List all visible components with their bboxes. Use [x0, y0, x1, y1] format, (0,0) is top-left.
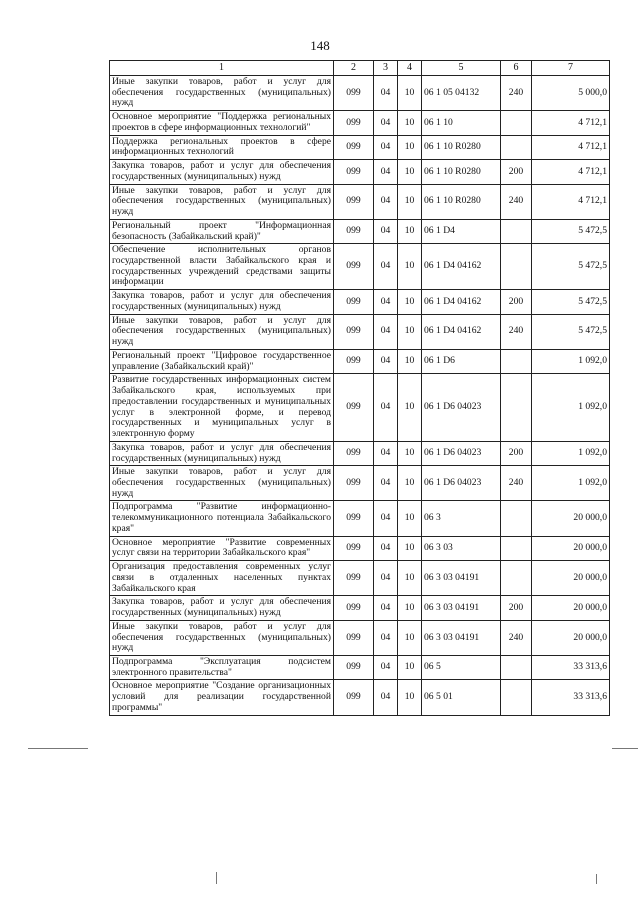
- row-rz: 04: [374, 620, 398, 655]
- row-gr: 099: [334, 620, 374, 655]
- row-sum: 1 092,0: [532, 374, 610, 441]
- row-pr: 10: [398, 655, 422, 679]
- row-sum: 20 000,0: [532, 596, 610, 620]
- row-vr: 240: [501, 620, 532, 655]
- row-name: Основное мероприятие "Создание организационных условий для реализации государственной программы": [110, 680, 334, 715]
- row-name: Развитие государственных информационных систем Забайкальского края, используемых при предоставлении государственных и муниципальных услуг в электронной форме, и перевод государственных и муниципальных услуг в электронную форму: [110, 374, 334, 441]
- row-gr: 099: [334, 314, 374, 349]
- row-pr: 10: [398, 374, 422, 441]
- row-rz: 04: [374, 135, 398, 159]
- row-gr: 099: [334, 596, 374, 620]
- budget-table: [109, 60, 610, 716]
- row-pr: 10: [398, 244, 422, 290]
- row-csr: 06 1 10 R0280: [422, 135, 501, 159]
- row-csr: 06 3 03: [422, 536, 501, 560]
- row-gr: 099: [334, 680, 374, 715]
- row-gr: 099: [334, 501, 374, 536]
- row-rz: 04: [374, 349, 398, 373]
- row-gr: 099: [334, 290, 374, 314]
- row-name: Региональный проект "Цифровое государственное управление (Забайкальский край)": [110, 349, 334, 373]
- row-pr: 10: [398, 536, 422, 560]
- row-sum: 20 000,0: [532, 561, 610, 596]
- row-csr: 06 5: [422, 655, 501, 679]
- row-sum: 33 313,6: [532, 680, 610, 715]
- table-row: [110, 680, 610, 715]
- row-name: Организация предоставления современных услуг связи в отдаленных населенных пунктах Забайкальского края: [110, 561, 334, 596]
- row-rz: 04: [374, 219, 398, 243]
- row-vr: [501, 501, 532, 536]
- row-vr: [501, 655, 532, 679]
- page-number: 148: [310, 38, 330, 53]
- row-sum: 5 000,0: [532, 76, 610, 111]
- row-name: Иные закупки товаров, работ и услуг для обеспечения государственных (муниципальных) нужд: [110, 620, 334, 655]
- row-name: Поддержка региональных проектов в сфере информационных технологий: [110, 135, 334, 159]
- table-row: [110, 620, 610, 655]
- table-row: [110, 244, 610, 290]
- row-vr: 200: [501, 160, 532, 184]
- table-row: [110, 76, 610, 111]
- scan-artifact-mark: [596, 874, 597, 884]
- scan-artifact-line: [28, 748, 88, 749]
- row-sum: 5 472,5: [532, 314, 610, 349]
- row-vr: [501, 219, 532, 243]
- table-row: [110, 111, 610, 135]
- row-gr: 099: [334, 441, 374, 465]
- table-row: [110, 596, 610, 620]
- row-gr: 099: [334, 160, 374, 184]
- row-vr: [501, 111, 532, 135]
- row-name: Подпрограмма "Развитие информационно-телекоммуникационного потенциала Забайкальского края": [110, 501, 334, 536]
- row-rz: 04: [374, 680, 398, 715]
- row-csr: 06 1 D4 04162: [422, 290, 501, 314]
- row-vr: 240: [501, 314, 532, 349]
- row-gr: 099: [334, 111, 374, 135]
- row-sum: 5 472,5: [532, 244, 610, 290]
- row-pr: 10: [398, 466, 422, 501]
- row-sum: 20 000,0: [532, 501, 610, 536]
- table-row: [110, 655, 610, 679]
- row-name: Иные закупки товаров, работ и услуг для обеспечения государственных (муниципальных) нужд: [110, 76, 334, 111]
- row-gr: 099: [334, 561, 374, 596]
- row-name: Подпрограмма "Эксплуатация подсистем электронного правительства": [110, 655, 334, 679]
- table-row: [110, 501, 610, 536]
- header-col-1: 1: [110, 61, 334, 76]
- row-vr: [501, 561, 532, 596]
- row-rz: 04: [374, 596, 398, 620]
- row-sum: 4 712,1: [532, 111, 610, 135]
- row-vr: [501, 244, 532, 290]
- table-row: [110, 314, 610, 349]
- row-rz: 04: [374, 561, 398, 596]
- header-col-5: 5: [422, 61, 501, 76]
- row-pr: 10: [398, 219, 422, 243]
- row-sum: 1 092,0: [532, 349, 610, 373]
- row-sum: 1 092,0: [532, 441, 610, 465]
- row-gr: 099: [334, 466, 374, 501]
- row-pr: 10: [398, 680, 422, 715]
- row-rz: 04: [374, 160, 398, 184]
- header-col-4: 4: [398, 61, 422, 76]
- row-pr: 10: [398, 314, 422, 349]
- row-rz: 04: [374, 76, 398, 111]
- row-vr: [501, 536, 532, 560]
- row-rz: 04: [374, 290, 398, 314]
- row-name: Иные закупки товаров, работ и услуг для обеспечения государственных (муниципальных) нужд: [110, 314, 334, 349]
- row-csr: 06 3 03 04191: [422, 620, 501, 655]
- row-name: Закупка товаров, работ и услуг для обеспечения государственных (муниципальных) нужд: [110, 160, 334, 184]
- row-sum: 4 712,1: [532, 160, 610, 184]
- row-name: Закупка товаров, работ и услуг для обеспечения государственных (муниципальных) нужд: [110, 441, 334, 465]
- row-csr: 06 5 01: [422, 680, 501, 715]
- row-rz: 04: [374, 466, 398, 501]
- row-rz: 04: [374, 655, 398, 679]
- row-csr: 06 1 05 04132: [422, 76, 501, 111]
- table-row: [110, 184, 610, 219]
- row-pr: 10: [398, 620, 422, 655]
- row-vr: 240: [501, 466, 532, 501]
- row-rz: 04: [374, 501, 398, 536]
- table-row: [110, 160, 610, 184]
- row-vr: 200: [501, 290, 532, 314]
- row-csr: 06 3 03 04191: [422, 596, 501, 620]
- row-sum: 5 472,5: [532, 290, 610, 314]
- row-csr: 06 1 D6 04023: [422, 374, 501, 441]
- row-rz: 04: [374, 184, 398, 219]
- header-col-3: 3: [374, 61, 398, 76]
- row-csr: 06 3 03 04191: [422, 561, 501, 596]
- row-name: Иные закупки товаров, работ и услуг для обеспечения государственных (муниципальных) нужд: [110, 184, 334, 219]
- row-name: Обеспечение исполнительных органов государственной власти Забайкальского края и государственных учреждений средствами защиты информации: [110, 244, 334, 290]
- header-col-7: 7: [532, 61, 610, 76]
- row-rz: 04: [374, 374, 398, 441]
- row-sum: 20 000,0: [532, 620, 610, 655]
- table-row: [110, 290, 610, 314]
- row-name: Региональный проект "Информационная безопасность (Забайкальский край)": [110, 219, 334, 243]
- row-sum: 4 712,1: [532, 184, 610, 219]
- row-pr: 10: [398, 76, 422, 111]
- row-csr: 06 1 D4 04162: [422, 314, 501, 349]
- row-pr: 10: [398, 184, 422, 219]
- row-gr: 099: [334, 374, 374, 441]
- row-vr: [501, 349, 532, 373]
- row-vr: 240: [501, 76, 532, 111]
- row-gr: 099: [334, 76, 374, 111]
- row-pr: 10: [398, 111, 422, 135]
- row-csr: 06 1 D6 04023: [422, 466, 501, 501]
- row-pr: 10: [398, 349, 422, 373]
- row-name: Основное мероприятие "Поддержка региональных проектов в сфере информационных технологий": [110, 111, 334, 135]
- table-row: [110, 536, 610, 560]
- row-csr: 06 1 D6 04023: [422, 441, 501, 465]
- row-csr: 06 1 10 R0280: [422, 184, 501, 219]
- row-csr: 06 1 D4 04162: [422, 244, 501, 290]
- row-vr: [501, 680, 532, 715]
- row-gr: 099: [334, 655, 374, 679]
- row-vr: [501, 374, 532, 441]
- row-gr: 099: [334, 219, 374, 243]
- row-sum: 4 712,1: [532, 135, 610, 159]
- row-csr: 06 3: [422, 501, 501, 536]
- row-rz: 04: [374, 536, 398, 560]
- scan-artifact-line: [612, 748, 638, 749]
- row-rz: 04: [374, 441, 398, 465]
- table-row: [110, 466, 610, 501]
- row-name: Закупка товаров, работ и услуг для обеспечения государственных (муниципальных) нужд: [110, 290, 334, 314]
- row-rz: 04: [374, 244, 398, 290]
- row-sum: 1 092,0: [532, 466, 610, 501]
- row-csr: 06 1 D6: [422, 349, 501, 373]
- table-row: [110, 219, 610, 243]
- row-sum: 5 472,5: [532, 219, 610, 243]
- table-row: [110, 349, 610, 373]
- row-pr: 10: [398, 135, 422, 159]
- row-name: Закупка товаров, работ и услуг для обеспечения государственных (муниципальных) нужд: [110, 596, 334, 620]
- scan-artifact-mark: [216, 872, 217, 884]
- row-pr: 10: [398, 596, 422, 620]
- row-vr: [501, 135, 532, 159]
- row-gr: 099: [334, 244, 374, 290]
- header-row: [110, 61, 610, 76]
- row-csr: 06 1 D4: [422, 219, 501, 243]
- row-gr: 099: [334, 184, 374, 219]
- table-row: [110, 135, 610, 159]
- row-gr: 099: [334, 536, 374, 560]
- header-col-2: 2: [334, 61, 374, 76]
- row-sum: 33 313,6: [532, 655, 610, 679]
- row-gr: 099: [334, 349, 374, 373]
- row-pr: 10: [398, 290, 422, 314]
- row-csr: 06 1 10 R0280: [422, 160, 501, 184]
- row-vr: 200: [501, 441, 532, 465]
- table-row: [110, 561, 610, 596]
- row-pr: 10: [398, 160, 422, 184]
- row-rz: 04: [374, 314, 398, 349]
- row-vr: 200: [501, 596, 532, 620]
- row-name: Основное мероприятие "Развитие современных услуг связи на территории Забайкальского края": [110, 536, 334, 560]
- row-pr: 10: [398, 561, 422, 596]
- row-sum: 20 000,0: [532, 536, 610, 560]
- row-csr: 06 1 10: [422, 111, 501, 135]
- row-pr: 10: [398, 441, 422, 465]
- row-pr: 10: [398, 501, 422, 536]
- row-name: Иные закупки товаров, работ и услуг для обеспечения государственных (муниципальных) нужд: [110, 466, 334, 501]
- row-vr: 240: [501, 184, 532, 219]
- row-gr: 099: [334, 135, 374, 159]
- header-col-6: 6: [501, 61, 532, 76]
- table-row: [110, 374, 610, 441]
- table-row: [110, 441, 610, 465]
- row-rz: 04: [374, 111, 398, 135]
